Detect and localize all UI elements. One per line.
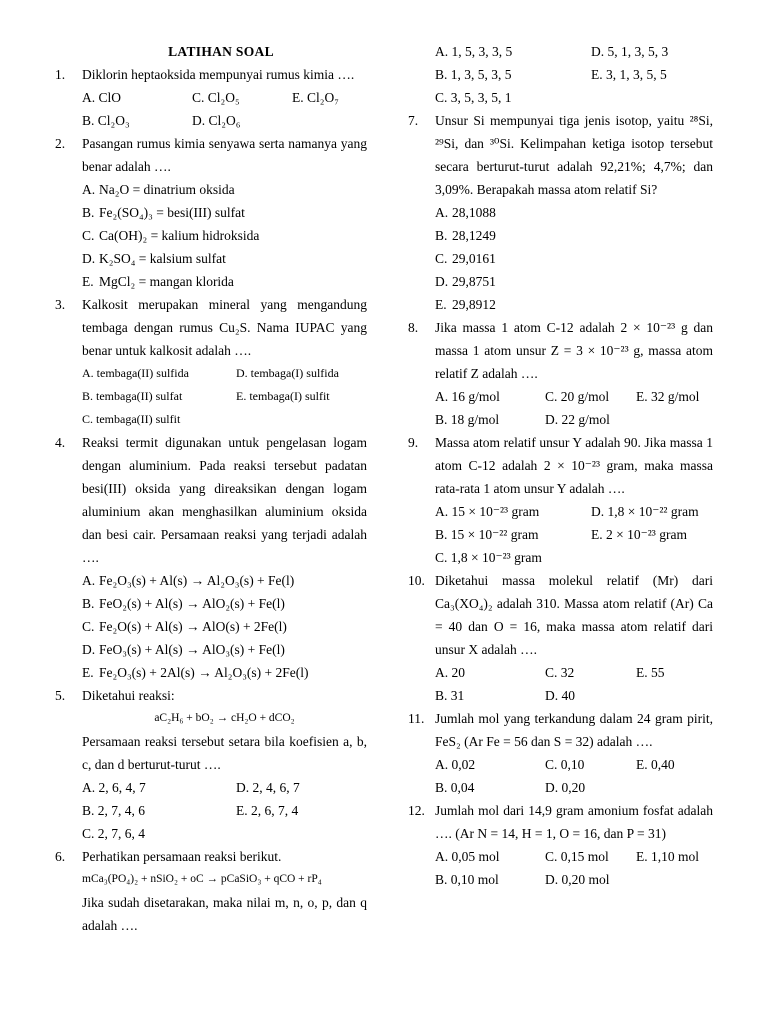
option-e[interactable]	[435, 293, 713, 316]
option-b[interactable]: B. 0,10 mol	[435, 872, 499, 887]
option-label: A.	[435, 205, 449, 220]
question-7	[408, 109, 713, 316]
question-6-options	[408, 40, 713, 109]
question-stem: Jumlah mol dari 14,9 gram amonium fosfat adalah …. (Ar N = 14, H = 1, O = 16, dan P = 31)	[435, 803, 713, 841]
option-label: C.	[82, 619, 95, 634]
option-text: Na₂O = dinatrium oksida	[99, 182, 235, 197]
option-b[interactable]: B. Cl₂O₃	[82, 113, 130, 128]
option-text: Fe₂O₃(s) + Al(s) → Al₂O₃(s) + Fe(l)	[99, 573, 295, 588]
option-d[interactable]	[435, 270, 713, 293]
option-c[interactable]	[82, 615, 367, 638]
question-number: 9.	[408, 435, 419, 450]
options-row	[435, 868, 713, 891]
question-2	[55, 132, 367, 293]
option-d[interactable]: D. 0,20 mol	[545, 872, 610, 887]
option-label: D.	[82, 251, 96, 266]
option-a[interactable]: A. 2, 6, 4, 7	[82, 780, 146, 795]
question-stem-continued: Jika sudah disetarakan, maka nilai m, n, o, p, dan q adalah ….	[82, 895, 367, 933]
options-row	[435, 63, 713, 86]
option-b[interactable]	[82, 201, 367, 224]
option-text: FeO₂(s) + Al(s) → AlO₂(s) + Fe(l)	[99, 596, 285, 611]
options-row	[435, 753, 713, 776]
option-e[interactable]: E. 2 × 10⁻²³ gram	[591, 527, 687, 542]
option-b[interactable]: B. 31	[435, 688, 465, 703]
options-row	[435, 523, 713, 546]
option-a[interactable]	[82, 569, 367, 592]
option-label: A.	[82, 573, 96, 588]
option-text: 29,0161	[452, 251, 496, 266]
option-c[interactable]: C. 0,15 mol	[545, 849, 609, 864]
options-row	[435, 776, 713, 799]
page-title: LATIHAN SOAL	[168, 44, 274, 59]
question-stem: Pasangan rumus kimia senyawa serta namanya yang benar adalah ….	[82, 136, 367, 174]
option-c[interactable]: C. 0,10	[545, 757, 585, 772]
question-stem: Diketahui massa molekul relatif (Mr) dari Ca₃(XO₄)₂ adalah 310. Massa atom relatif (Ar) Ca = 40 dan O = 16, maka massa atom relatif dari unsur X adalah ….	[435, 573, 713, 657]
option-d[interactable]	[82, 638, 367, 661]
option-label: E.	[435, 297, 447, 312]
question-number: 11.	[408, 711, 425, 726]
question-stem: Unsur Si mempunyai tiga jenis isotop, yaitu ²⁸Si, ²⁹Si, dan ³⁰Si. Kelimpahan ketiga isotop tersebut secara berturut-turut adalah 92,21%; 4,7%; dan 3,09%. Berapakah massa atom relatif Si?	[435, 113, 713, 197]
option-c[interactable]: C. tembaga(II) sulfit	[82, 412, 181, 426]
option-text: MgCl₂ = mangan klorida	[99, 274, 234, 289]
options-row	[82, 385, 367, 408]
option-d[interactable]: D. 22 g/mol	[545, 412, 610, 427]
option-b[interactable]	[435, 224, 713, 247]
question-number: 2.	[55, 136, 66, 151]
options-row	[82, 799, 367, 822]
option-a[interactable]	[435, 201, 713, 224]
question-11	[408, 707, 713, 799]
option-label: C.	[435, 251, 448, 266]
option-c[interactable]	[82, 224, 367, 247]
options-row	[82, 776, 367, 799]
option-d[interactable]: D. 1,8 × 10⁻²² gram	[591, 504, 699, 519]
question-9	[408, 431, 713, 569]
option-b[interactable]: B. 1, 3, 5, 3, 5	[435, 67, 512, 82]
options-row	[435, 408, 713, 431]
question-stem-continued: Persamaan reaksi tersebut setara bila koefisien a, b, c, dan d berturut-turut ….	[82, 734, 367, 772]
option-d[interactable]: D. tembaga(I) sulfida	[236, 366, 339, 380]
question-stem: Diklorin heptaoksida mempunyai rumus kimia ….	[82, 67, 355, 82]
option-label: B.	[82, 205, 95, 220]
question-number: 4.	[55, 435, 66, 450]
question-number: 3.	[55, 297, 66, 312]
option-c[interactable]: C. 1,8 × 10⁻²³ gram	[435, 550, 542, 565]
option-d[interactable]: D. 40	[545, 688, 575, 703]
option-text: Fe₂O(s) + Al(s) → AlO(s) + 2Fe(l)	[99, 619, 287, 634]
option-e[interactable]: E. 55	[636, 665, 665, 680]
option-b[interactable]: B. 15 × 10⁻²² gram	[435, 527, 539, 542]
option-b[interactable]: B. 0,04	[435, 780, 475, 795]
question-8	[408, 316, 713, 431]
question-stem: Reaksi termit digunakan untuk pengelasan logam dengan aluminium. Pada reaksi tersebut padatan besi(III) oksida yang direaksikan dengan logam aluminium akan menghasilkan aluminium oksida dan besi cair. Persamaan reaksi yang terjadi adalah ….	[82, 435, 367, 565]
right-column	[408, 40, 713, 891]
options-row	[435, 385, 713, 408]
option-label: B.	[435, 228, 448, 243]
option-label: E.	[82, 665, 94, 680]
question-5	[55, 684, 367, 845]
option-text: K₂SO₄ = kalsium sulfat	[99, 251, 226, 266]
option-label: A.	[82, 182, 96, 197]
question-4	[55, 431, 367, 684]
option-c[interactable]	[435, 247, 713, 270]
option-e[interactable]: E. 1,10 mol	[636, 849, 699, 864]
option-text: 29,8912	[452, 297, 496, 312]
reaction-equation: aC₂H₆ + bO₂ → cH₂O + dCO₂	[154, 712, 295, 724]
option-e[interactable]: E. 2, 6, 7, 4	[236, 803, 299, 818]
option-label: C.	[82, 228, 95, 243]
option-label: E.	[82, 274, 94, 289]
question-6	[55, 845, 367, 937]
question-number: 10.	[408, 573, 425, 588]
options-row	[82, 408, 367, 431]
option-e[interactable]: E. tembaga(I) sulfit	[236, 389, 330, 403]
question-stem: Kalkosit merupakan mineral yang mengandung tembaga dengan rumus Cu₂S. Nama IUPAC yang benar untuk kalkosit adalah ….	[82, 297, 367, 358]
options-row	[82, 86, 367, 109]
option-label: B.	[82, 596, 95, 611]
option-a[interactable]: A. 0,05 mol	[435, 849, 500, 864]
options-row	[435, 845, 713, 868]
option-e[interactable]: E. 32 g/mol	[636, 389, 700, 404]
option-b[interactable]	[82, 592, 367, 615]
option-text: Ca(OH)₂ = kalium hidroksida	[99, 228, 260, 243]
option-c[interactable]: C. 2, 7, 6, 4	[82, 826, 146, 841]
question-number: 12.	[408, 803, 425, 818]
option-a[interactable]: A. 16 g/mol	[435, 389, 500, 404]
option-d[interactable]: D. 5, 1, 3, 5, 3	[591, 44, 669, 59]
options-row	[435, 40, 713, 63]
option-text: 28,1088	[452, 205, 496, 220]
question-number: 8.	[408, 320, 419, 335]
option-e[interactable]: E. 0,40	[636, 757, 675, 772]
option-d[interactable]: D. 0,20	[545, 780, 586, 795]
option-b[interactable]: B. tembaga(II) sulfat	[82, 389, 183, 403]
option-a[interactable]: A. tembaga(II) sulfida	[82, 366, 189, 380]
option-text: 29,8751	[452, 274, 496, 289]
option-text: 28,1249	[452, 228, 496, 243]
option-text: FeO₃(s) + Al(s) → AlO₃(s) + Fe(l)	[99, 642, 285, 657]
question-12	[408, 799, 713, 891]
option-a[interactable]: A. 0,02	[435, 757, 476, 772]
option-d[interactable]: D. 2, 4, 6, 7	[236, 780, 300, 795]
option-e[interactable]	[82, 661, 367, 684]
question-1	[55, 63, 367, 132]
option-e[interactable]: E. 3, 1, 3, 5, 5	[591, 67, 667, 82]
question-number: 5.	[55, 688, 66, 703]
options-row	[435, 86, 713, 109]
option-a[interactable]	[82, 178, 367, 201]
option-c[interactable]: C. 20 g/mol	[545, 389, 610, 404]
question-10	[408, 569, 713, 707]
question-stem: Jika massa 1 atom C-12 adalah 2 × 10⁻²³ g dan massa 1 atom unsur Z = 3 × 10⁻²³ g, massa atom relatif Z adalah ….	[435, 320, 713, 381]
question-stem: Jumlah mol yang terkandung dalam 24 gram pirit, FeS₂ (Ar Fe = 56 dan S = 32) adalah ….	[435, 711, 713, 749]
question-stem: Diketahui reaksi:	[82, 688, 175, 703]
option-label: D.	[435, 274, 449, 289]
option-a[interactable]: A. 20	[435, 665, 465, 680]
option-a[interactable]: A. 15 × 10⁻²³ gram	[435, 504, 540, 519]
option-a[interactable]: A. ClO	[82, 90, 122, 105]
option-text: Fe₂O₃(s) + 2Al(s) → Al₂O₃(s) + 2Fe(l)	[99, 665, 309, 680]
option-b[interactable]: B. 18 g/mol	[435, 412, 500, 427]
option-d[interactable]	[82, 247, 367, 270]
options-row	[82, 362, 367, 385]
question-stem: Perhatikan persamaan reaksi berikut.	[82, 849, 282, 864]
option-d[interactable]: D. Cl₂O₆	[192, 113, 241, 128]
options-row	[435, 661, 713, 684]
reaction-equation: mCa₃(PO₄)₂ + nSiO₂ + oC → pCaSiO₃ + qCO + rP₄	[82, 873, 322, 885]
options-row	[435, 684, 713, 707]
question-number: 1.	[55, 67, 66, 82]
option-label: D.	[82, 642, 96, 657]
left-column	[55, 40, 367, 937]
option-c[interactable]: C. 32	[545, 665, 575, 680]
options-row	[435, 546, 713, 569]
option-text: Fe₂(SO₄)₃ = besi(III) sulfat	[99, 205, 245, 220]
options-row	[82, 109, 367, 132]
question-3	[55, 293, 367, 431]
options-row	[435, 500, 713, 523]
option-b[interactable]: B. 2, 7, 4, 6	[82, 803, 146, 818]
option-e[interactable]: E. Cl₂O₇	[292, 90, 339, 105]
option-e[interactable]	[82, 270, 367, 293]
question-stem: Massa atom relatif unsur Y adalah 90. Jika massa 1 atom C-12 adalah 2 × 10⁻²³ gram, maka massa rata-rata 1 atom unsur Y adalah ….	[435, 435, 713, 496]
options-row	[82, 822, 367, 845]
option-a[interactable]: A. 1, 5, 3, 3, 5	[435, 44, 513, 59]
question-number: 7.	[408, 113, 419, 128]
option-c[interactable]: C. Cl₂O₅	[192, 90, 240, 105]
option-c[interactable]: C. 3, 5, 3, 5, 1	[435, 90, 512, 105]
question-number: 6.	[55, 849, 66, 864]
